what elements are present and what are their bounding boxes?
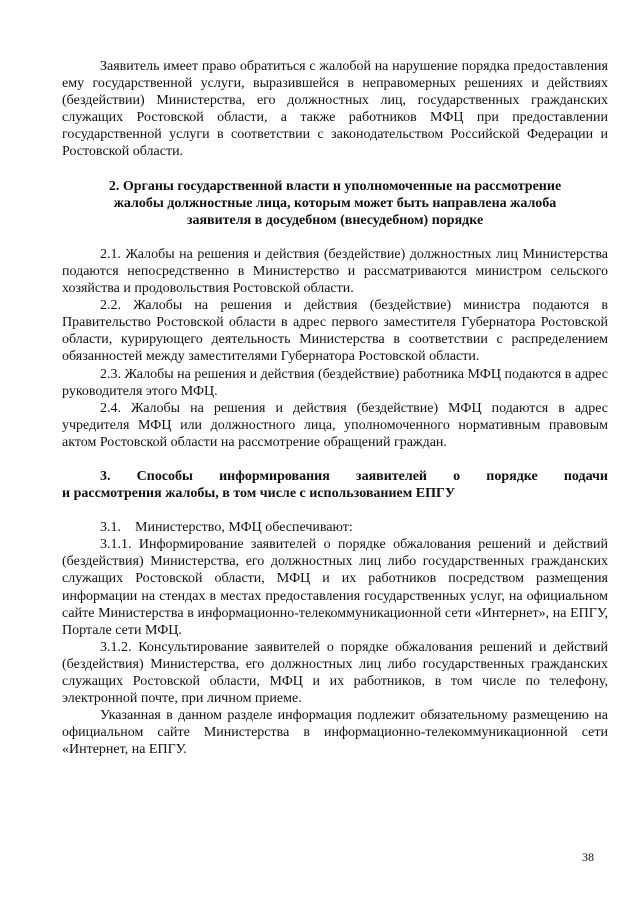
paragraph-3-1: 3.1. Министерство, МФЦ обеспечивают: bbox=[100, 520, 353, 536]
paragraph-2-3: 2.3. Жалобы на решения и действия (бездействие) работника МФЦ подаются в адрес руководителя этого МФЦ. bbox=[62, 366, 608, 399]
document-page bbox=[62, 58, 608, 758]
section-3-heading-line-1: 3. Способы информирования заявителей о порядке подачи bbox=[100, 468, 608, 484]
section-3-heading-line-2: и рассмотрения жалобы, в том числе с использованием ЕПГУ bbox=[62, 486, 456, 502]
intro-paragraph: Заявитель имеет право обратиться с жалобой на нарушение порядка предоставления ему государственной услуги, выразившейся в неправомерных решениях и действиях (бездействии) Министерства, его должностных лиц, государственных гражданских служащих Ростовской области, а также работников МФЦ при предоставлении государственной услуги в соответствии с законодательством Российской Федерации и Ростовской области. bbox=[62, 59, 608, 160]
paragraph-2-4: 2.4. Жалобы на решения и действия (бездействие) МФЦ подаются в адрес учредителя МФЦ или должностного лица, уполномоченного нормативным правовым актом Ростовской области на рассмотрение обращений граждан. bbox=[62, 400, 608, 450]
paragraph-2-1: 2.1. Жалобы на решения и действия (бездействие) должностных лиц Министерства подаются непосредственно в Министерство и рассматриваются министром сельского хозяйства и продовольствия Ростовской области. bbox=[62, 246, 608, 297]
page-number: 38 bbox=[582, 850, 594, 864]
paragraph-3-note: Указанная в данном разделе информация подлежит обязательному размещению на официальном сайте Министерства в информационно-телекоммуникационной сети «Интернет, на ЕПГУ. bbox=[62, 708, 608, 758]
section-2-heading: 2. Органы государственной власти и уполномоченные на рассмотрение жалобы должностные лица, которым может быть направлена жалоба заявителя в досудебном (внесудебном) порядке bbox=[108, 178, 562, 228]
paragraph-3-1-1: 3.1.1. Информирование заявителей о порядке обжалования решений и действий (бездействия) Министерства, его должностных лиц либо государственных гражданских служащих Ростовской области, МФЦ и их работников посредством размещения информации на стендах в местах предоставления государственных услуг, на официальном сайте Министерства в информационно-телекоммуникационной сети «Интернет», на ЕПГУ, Портале сети МФЦ. bbox=[62, 537, 608, 638]
paragraph-2-2: 2.2. Жалобы на решения и действия (бездействие) министра подаются в Правительство Ростовской области в адрес первого заместителя Губернатора Ростовской области, курирующего деятельность Министерства в соответствии с распределением обязанностей между заместителями Губернатора Ростовской области. bbox=[62, 298, 608, 365]
paragraph-3-1-2: 3.1.2. Консультирование заявителей о порядке обжалования решений и действий (бездействия) Министерства, его должностных лиц либо государственных гражданских служащих Ростовской области, МФЦ и их работников, в том числе по телефону, электронной почте, при личном приеме. bbox=[62, 639, 608, 707]
